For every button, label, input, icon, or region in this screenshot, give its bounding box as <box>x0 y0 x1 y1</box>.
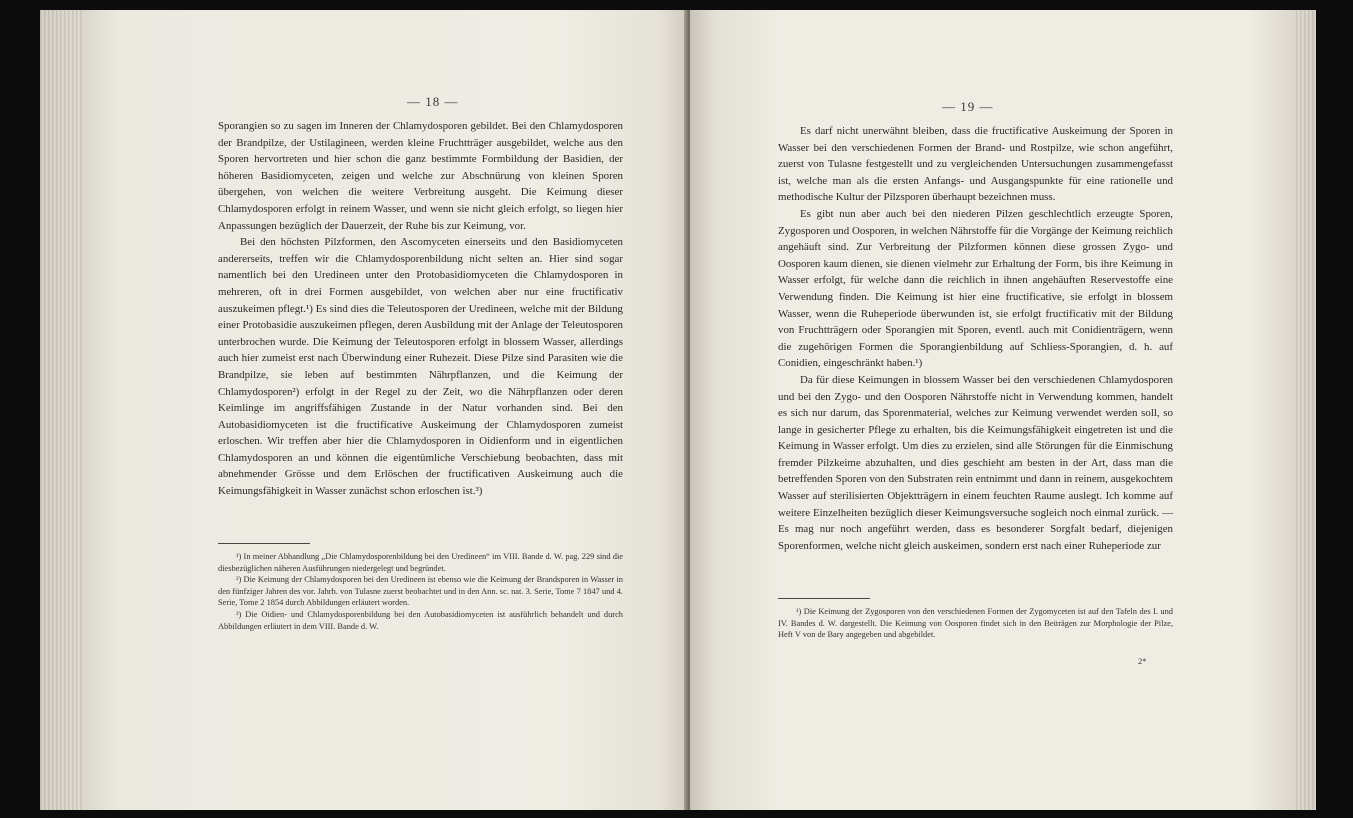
right-body-text <box>778 123 1173 554</box>
footnote-rule <box>778 598 870 599</box>
page-edges <box>40 10 82 810</box>
footnote: ¹) In meiner Abhandlung „Die Chlamydosporenbildung bei den Uredineen“ im VIII. Bande d. W. pag. 229 sind die diesbezüglichen näheren Ausführungen niedergelegt und begründet. <box>218 552 623 573</box>
paragraph: Es darf nicht unerwähnt bleiben, dass die fructificative Auskeimung der Sporen in Wasser bei den verschiedenen Formen der Brand- und Rostpilze, wie schon angeführt, zuerst von Tulasne festgestellt und zu vergleichenden Untersuchungen zusammengefasst ist, welche man als die ersten Anfangs- und Ausgangspunkte für eine rationelle und methodische Kultur der Pilzsporen überhaupt bezeichnen muss. <box>778 125 1173 204</box>
paragraph: Sporangien so zu sagen im Inneren der Chlamydosporen gebildet. Bei den Chlamydosporen der Brandpilze, der Ustilagineen, werden kleine Fruchtträger ausgebildet, welche aus den Sporen hervortreten und hier schon die ganz bestimmte Formbildung der Basidien, der höheren Basidiomyceten, zeigen und welche zur Abschnürung von kleinen Sporen übergehen, von welchen die weitere Verbreitung ausgeht. Die Keimung dieser Chlamydosporen erfolgt in reinem Wasser, und wenn sie nicht gleich erfolgt, so liegen hier Anpassungen bezüglich der Dauerzeit, der Ruhe bis zur Keimung, vor. <box>218 120 623 232</box>
paragraph: Bei den höchsten Pilzformen, den Ascomyceten einerseits und den Basidiomyceten andererseits, treffen wir die Chlamydosporenbildung nicht selten an. Hier sind sogar namentlich bei den Uredineen unter den Protobasidiomyceten die Chlamydosporen in mehreren, oft in drei Formen ausgebildet, von welchen aber nur eine fructificativ auszukeimen pflegt.¹) Es sind dies die Teleutosporen der Uredineen, welche mit der Bildung einer Protobasidie auszukeimen pflegen, deren Ausbildung mit der Anlage der Teleutosporen unterbrochen wurde. Die Keimung der Teleutosporen erfolgt in blossem Wasser, allerdings auch hier zumeist erst nach Überwindung einer Ruhezeit. Diese Pilze sind Parasiten wie die Brandpilze, sie leben auf bestimmten Nährpflanzen, und die Keimung der Chlamydosporen²) erfolgt in der Regel zu der Zeit, wo die Nährpflanzen oder deren Keimlinge im angriffsfähigen Zustande in der Natur vorhanden sind. Bei den Autobasidiomyceten ist die fructificative Auskeimung der Chlamydosporen zumeist erloschen. Wir treffen aber hier die Chlamydosporen in Oidienform und in eigentlichen Chlamydosporen an und können die eigentümliche Verschiebung beobachten, dass mit abnehmender Grösse und dem Erlöschen der fructificativen Auskeimung auch die Keimungsfähigkeit in Wasser zunächst schon erloschen ist.³) <box>218 236 623 498</box>
open-book <box>40 10 1316 810</box>
page-number-right: — 19 — <box>942 99 994 114</box>
footnote: ³) Die Oidien- und Chlamydosporenbildung bei den Autobasidiomyceten ist ausführlich behandelt und durch Abbildungen erläutert in dem VIII. Bande d. W. <box>218 609 623 631</box>
left-page <box>40 10 688 810</box>
footnote: ¹) Die Keimung der Zygosporen von den verschiedenen Formen der Zygomyceten ist auf den Tafeln des I. und IV. Bandes d. W. dargestellt. Die Keimung von Oosporen findet sich in den Beiträgen zur Morphologie der Pilze, Heft V von de Bary angegeben und abgebildet. <box>778 607 1173 640</box>
paragraph: Es gibt nun aber auch bei den niederen Pilzen geschlechtlich erzeugte Sporen, Zygosporen und Oosporen, in welchen Nährstoffe für die Vorgänge der Keimung reichlich angehäuft sind. Zur Verbreitung der Pilzformen können diese grossen Zygo- und Oosporen kaum dienen, sie dienen vielmehr zur Erhaltung der Form, bis ihre Keimung in Wasser erfolgt, für welche dann die reichlich in ihnen angehäuften Reservestoffe eine Verwendung finden. Die Keimung ist hier eine fructificative, sie erfolgt in blossem Wasser, wenn die Ruheperiode überwunden ist, sie erfolgt fructificativ mit der Bildung von Fruchtträgern oder Sporangien mit Sporen, eventl. auch mit Conidienträgern, wenn die zugehörigen Formen die Sporangienbildung auf Schliess-Sporangien, d. h. auf Conidien, eingeschränkt haben.¹) <box>778 207 1173 370</box>
footnote-rule <box>218 543 310 544</box>
page-number-left: — 18 — <box>407 94 459 109</box>
paragraph: Da für diese Keimungen in blossem Wasser bei den verschiedenen Chlamydosporen und bei den Zygo- und den Oosporen Nährstoffe nicht in Verwendung kommen, handelt es sich nur darum, das Sporenmaterial, welches zur Keimung verwendet werden soll, so lange in gesicherter Pflege zu erhalten, bis die Keimungsfähigkeit eingetreten ist und die Keimung in Wasser erfolgt. Um dies zu erzielen, sind alle Störungen für die Einmischung fremder Pilzkeime abzuhalten, und dies geschieht am besten in der Art, dass man die betreffenden Sporen von den Substraten rein entnimmt und dann in reinem, ausgekochtem Wasser auf sterilisierten Objektträgern in einem feuchten Raume auslegt. Ich komme auf weitere Einzelheiten bezüglich dieser Keimungsversuche sogleich noch einmal zurück. — Es mag nur noch angeführt werden, dass es besonderer Sorgfalt bedarf, diejenigen Sporenformen, welche nicht gleich auskeimen, sondern erst nach einer Ruheperiode zur <box>778 373 1173 552</box>
left-body-text <box>218 118 623 500</box>
right-footnotes <box>778 585 1173 641</box>
signature-mark: 2* <box>1138 656 1147 666</box>
left-footnotes <box>218 530 623 632</box>
right-page <box>690 10 1316 810</box>
footnote: ²) Die Keimung der Chlamydosporen bei den Uredineen ist ebenso wie die Keimung der Brandsporen in Wasser in den fünfziger Jahren des vor. Jahrh. von Tulasne zuerst beobachtet und in den Ann. sc. nat. 3. Serie, Tome 7 1847 und 4. Serie, Tome 2 1854 durch Abbildungen erläutert worden. <box>218 575 623 608</box>
page-edges <box>1296 10 1316 810</box>
